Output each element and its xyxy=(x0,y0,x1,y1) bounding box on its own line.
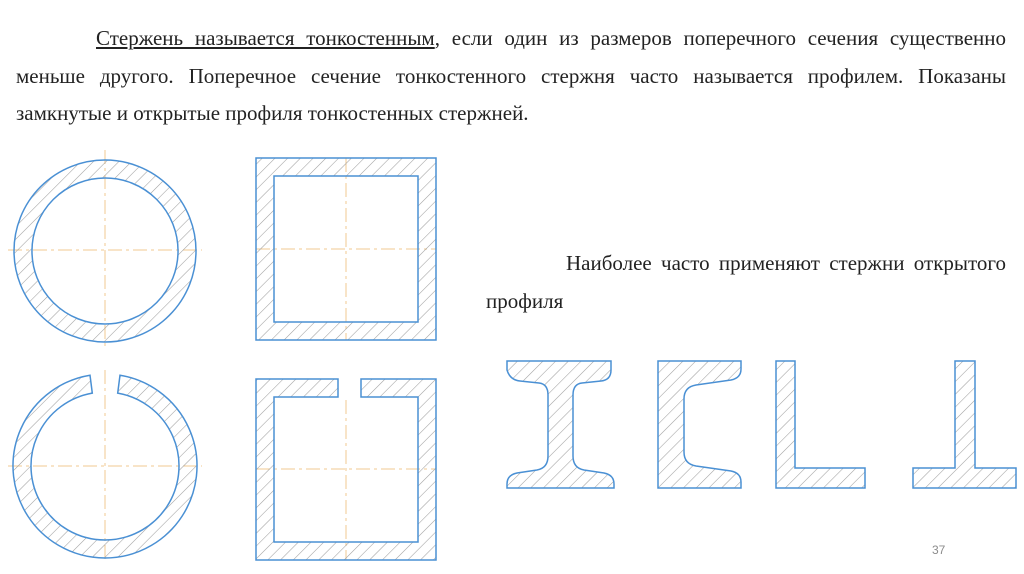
i-beam-profile xyxy=(507,361,614,488)
slide-number: 37 xyxy=(932,543,946,557)
open-ring-profile xyxy=(8,370,202,562)
tee-profile xyxy=(913,361,1016,488)
angle-profile xyxy=(776,361,865,488)
intro-text: , если один из размеров поперечного сечения существенно меньше другого. Поперечное сечение тонкостенного стержня часто называется профилем. Показаны замкнутые и открытые профиля тонкостенных стержней. xyxy=(16,26,1007,125)
open-profile-note: Наиболее часто применяют стержни открытого профиля xyxy=(486,251,1006,313)
closed-box-profile xyxy=(256,158,436,340)
channel-profile xyxy=(658,361,741,488)
definition-term: Стержень называется тонкостенным xyxy=(96,26,435,50)
open-box-profile xyxy=(256,379,436,560)
closed-ring-profile xyxy=(8,150,202,348)
